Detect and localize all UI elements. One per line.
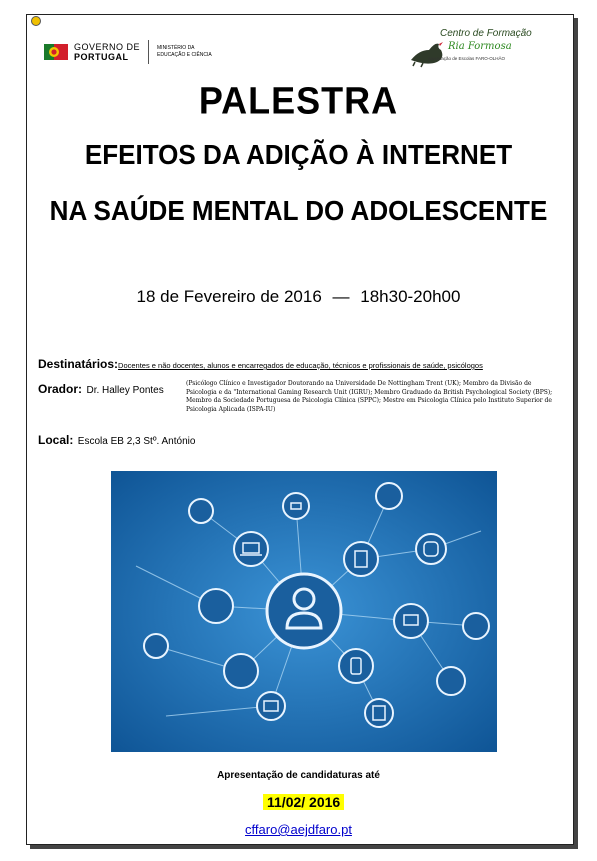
gov-line2: PORTUGAL <box>74 52 129 62</box>
speaker-bio: (Psicólogo Clínico e Investigador Doutorando na Universidade De Nottingham Trent (UK); Membro da Divisão de Psicologia e da "International Gaming Research Unit (IGRU); Membro Graduado da British Psychological Society (BPS); Membro da Sociedade Portuguesa de Psicologia Clínica (SPPC); Mestre em Psicologia Clínica pelo Instituto Superior de Psicologia Aplicada (ISPA-IU) <box>186 380 553 413</box>
event-date-time <box>0 287 597 307</box>
speaker-name: Dr. Halley Pontes <box>86 385 164 396</box>
event-time: 18h30-20h00 <box>360 287 461 306</box>
plug-node-icon <box>144 634 168 658</box>
server-node-icon <box>365 699 393 727</box>
audience-value: Docentes e não docentes, alunos e encarregados de educação, técnicos e profissionais de saúde, psicólogos <box>118 361 483 370</box>
wearable-node-icon <box>199 589 233 623</box>
title-palestra: PALESTRA <box>198 78 399 122</box>
audience-row <box>38 357 483 371</box>
ministry-label: MINISTÉRIO DA EDUCAÇÃO E CIÊNCIA <box>157 45 212 58</box>
applications-label: Apresentação de candidaturas até <box>217 770 380 781</box>
location-row <box>38 431 195 449</box>
user-hub-icon <box>267 574 341 648</box>
centre-subtitle: Ria Formosa <box>448 41 512 52</box>
event-date: 18 de Fevereiro de 2016 <box>136 287 322 306</box>
camera-node-icon <box>376 483 402 509</box>
monitor-node-icon <box>394 604 428 638</box>
pin-icon <box>31 16 41 26</box>
portugal-flag-icon <box>44 40 70 64</box>
phone-node-icon <box>339 649 373 683</box>
database-node-icon <box>416 534 446 564</box>
thermometer-node-icon <box>437 667 465 695</box>
centre-title: Centro de Formação <box>440 28 532 39</box>
location-value: Escola EB 2,3 Stº. António <box>77 436 196 447</box>
centre-association: Associação de Escolas FARO-OLHÃO <box>428 56 506 61</box>
audience-label: Destinatários: <box>38 357 119 371</box>
tablet-node-icon <box>344 542 378 576</box>
deadline-date: 11/02/ 2016 <box>263 794 344 810</box>
speaker-label: Orador: <box>38 382 83 396</box>
title-line3: NA SAÚDE MENTAL DO ADOLESCENTE <box>49 195 548 226</box>
title-line2: EFEITOS DA ADIÇÃO À INTERNET <box>84 139 513 170</box>
watch-node-icon <box>224 654 258 688</box>
gov-line1: GOVERNO DE <box>74 42 141 52</box>
speaker-row <box>38 380 164 398</box>
network-illustration <box>111 471 497 752</box>
logo-divider <box>148 40 149 64</box>
door-node-icon <box>189 499 213 523</box>
snowflake-node-icon <box>463 613 489 639</box>
printer-node-icon <box>257 692 285 720</box>
event-dash: — <box>332 287 350 306</box>
location-label: Local: <box>38 433 74 447</box>
contact-email-link[interactable]: cffaro@aejdfaro.pt <box>245 822 352 837</box>
router-node-icon <box>283 493 309 519</box>
laptop-node-icon <box>234 532 268 566</box>
government-logo <box>44 40 217 64</box>
